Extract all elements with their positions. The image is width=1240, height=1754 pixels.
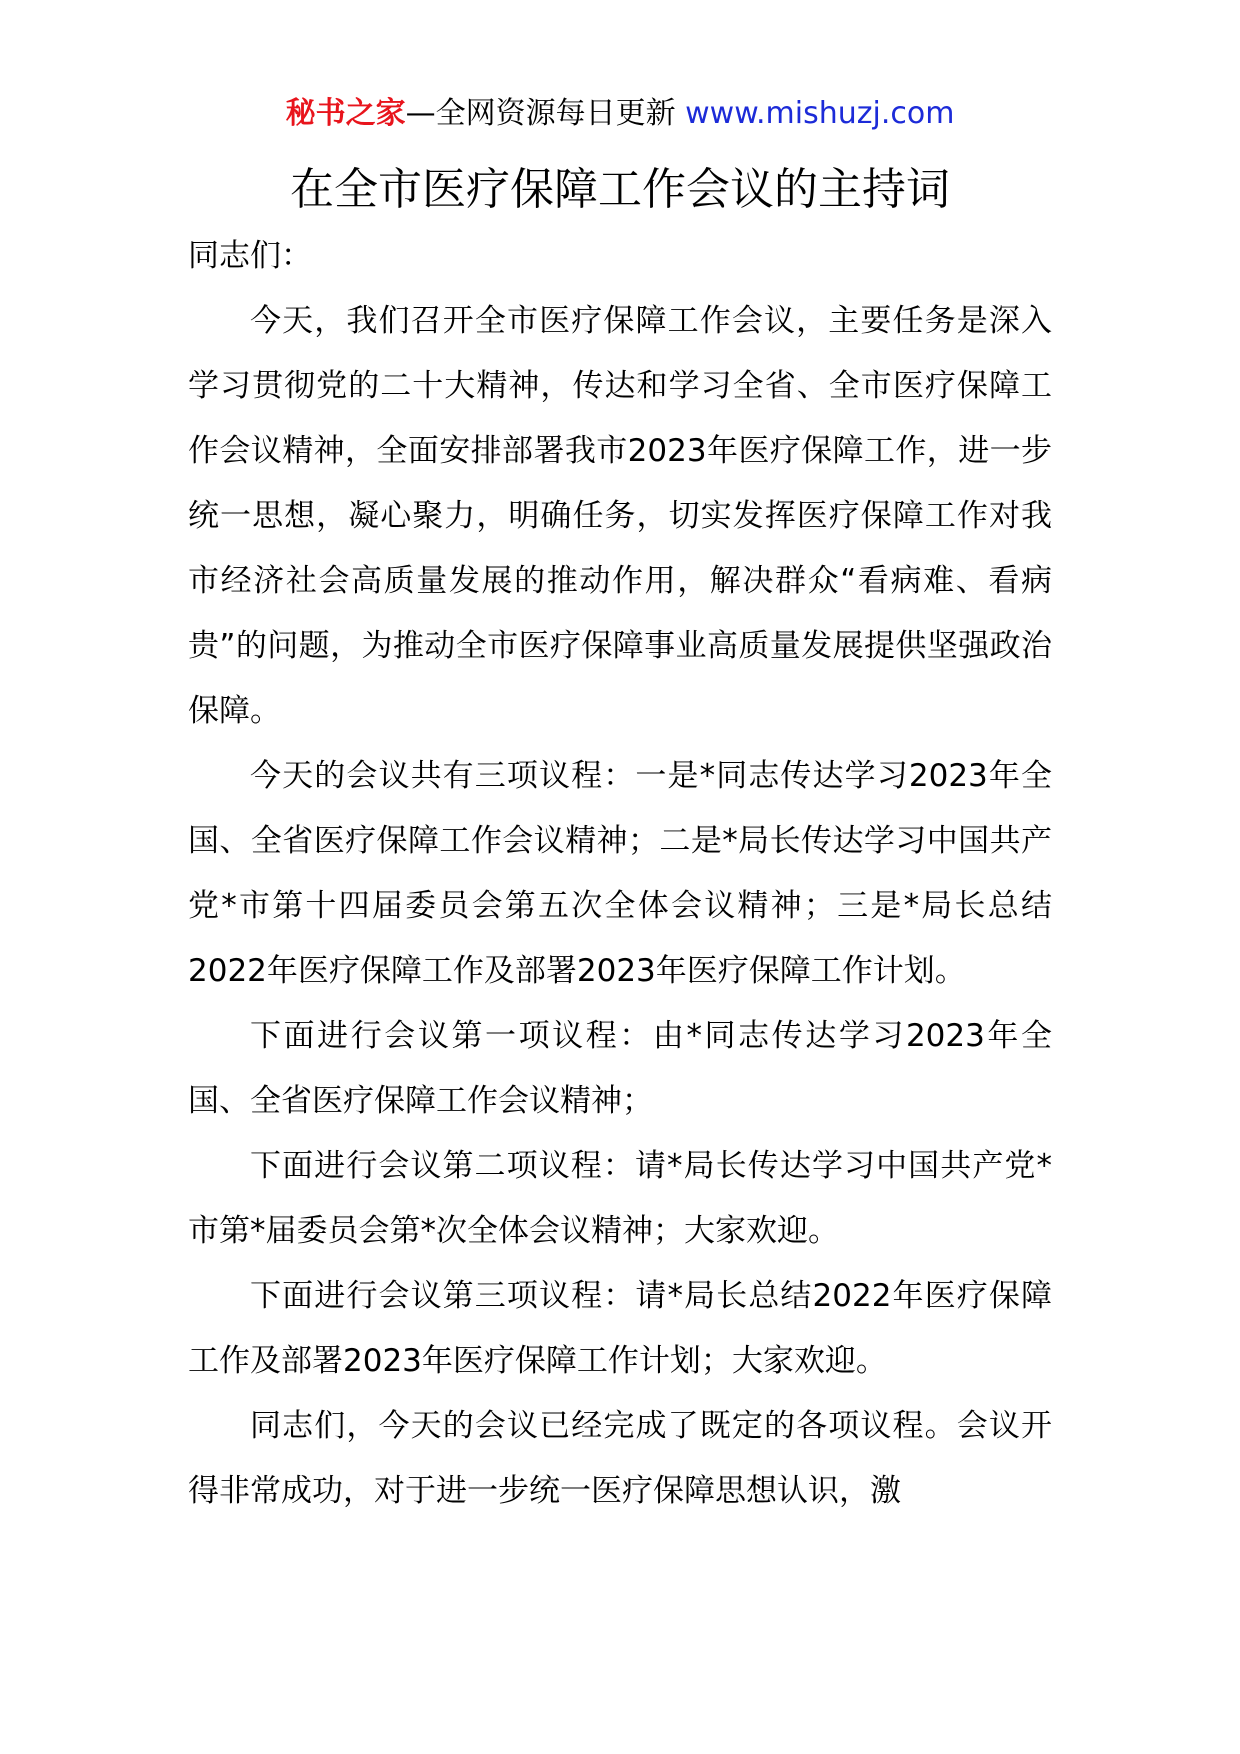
brand-name: 秘书之家	[285, 96, 406, 131]
paragraph: 下面进行会议第三项议程：请*局长总结2022年医疗保障工作及部署2023年医疗保障工作计划；大家欢迎。	[188, 1278, 1052, 1379]
paragraph: 下面进行会议第二项议程：请*局长传达学习中国共产党*市第*届委员会第*次全体会议精神；大家欢迎。	[188, 1148, 1052, 1249]
paragraph: 今天，我们召开全市医疗保障工作会议，主要任务是深入学习贯彻党的二十大精神，传达和学习全省、全市医疗保障工作会议精神，全面安排部署我市2023年医疗保障工作，进一步统一思想，凝心聚力，明确任务，切实发挥医疗保障工作对我市经济社会高质量发展的推动作用，解决群众“看病难、看病贵”的问题，为推动全市医疗保障事业高质量发展提供坚强政治保障。	[188, 303, 1052, 729]
document-body	[188, 224, 1052, 1524]
document-title: 在全市医疗保障工作会议的主持词	[290, 164, 950, 215]
salutation: 同志们：	[188, 238, 312, 274]
site-slogan: —全网资源每日更新	[405, 96, 676, 131]
site-banner	[0, 94, 1240, 134]
paragraph: 同志们，今天的会议已经完成了既定的各项议程。会议开得非常成功，对于进一步统一医疗保障思想认识，激	[188, 1408, 1052, 1509]
site-url-link[interactable]: www.mishuzj.com	[685, 96, 955, 131]
paragraph: 下面进行会议第一项议程：由*同志传达学习2023年全国、全省医疗保障工作会议精神；	[188, 1018, 1052, 1119]
paragraph: 今天的会议共有三项议程：一是*同志传达学习2023年全国、全省医疗保障工作会议精神；二是*局长传达学习中国共产党*市第十四届委员会第五次全体会议精神；三是*局长总结2022年医疗保障工作及部署2023年医疗保障工作计划。	[188, 758, 1052, 989]
